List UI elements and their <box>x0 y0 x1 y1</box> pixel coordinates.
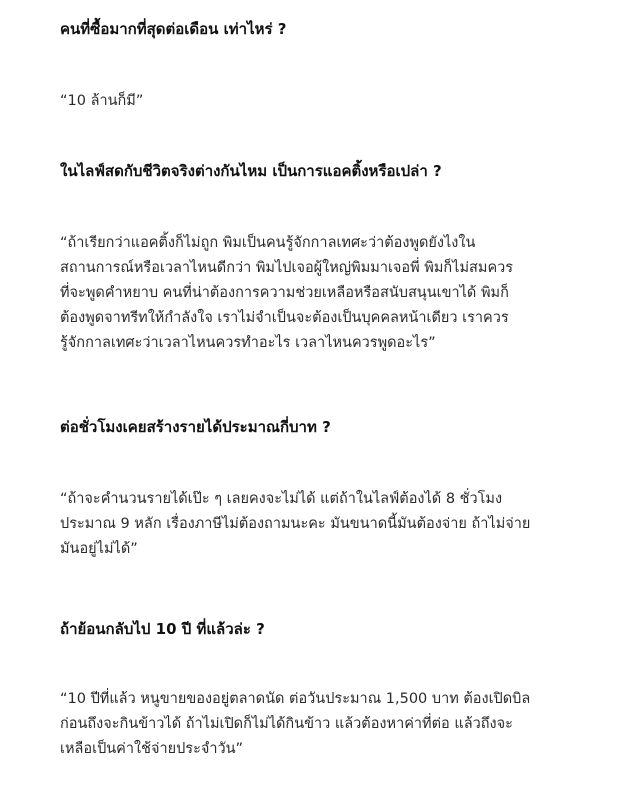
answer-paragraph <box>60 687 530 762</box>
answer-line: ก่อนถึงจะกินข้าวได้ ถ้าไม่เปิดก็ไม่ได้กินข้าว แล้วต้องหาค่าที่ต่อ แล้วถึงจะ <box>60 716 513 732</box>
answer-line: ประมาณ 9 หลัก เรื่องภาษีไม่ต้องถามนะคะ มันขนาดนี้มันต้องจ่าย ถ้าไม่จ่าย <box>60 516 531 532</box>
question-heading: คนที่ซื้อมากที่สุดต่อเดือน เท่าไหร่ ? <box>60 20 287 38</box>
answer-line: เหลือเป็นค่าใช้จ่ายประจำวัน” <box>60 741 244 757</box>
answer-paragraph <box>60 89 143 114</box>
answer-line: รู้จักกาลเทศะว่าเวลาไหนควรทำอะไร เวลาไหนควรพูดอะไร” <box>60 335 436 351</box>
question-heading: ต่อชั่วโมงเคยสร้างรายได้ประมาณกี่บาท ? <box>60 418 331 436</box>
answer-line: สถานการณ์หรือเวลาไหนดีกว่า พิมไปเจอผู้ใหญ่พิมมาเจอพี่ พิมก็ไม่สมควร <box>60 260 514 276</box>
answer-line: “ถ้าเรียกว่าแอคติ้งก็ไม่ถูก พิมเป็นคนรู้จักกาลเทศะว่าต้องพูดยังไงใน <box>60 235 476 251</box>
answer-line: “10 ล้านก็มี” <box>60 93 144 109</box>
answer-paragraph <box>60 487 530 562</box>
answer-line: ที่จะพูดคำหยาบ คนที่น่าต้องการความช่วยเหลือหรือสนับสนุนเขาได้ พิมก็ <box>60 285 509 301</box>
answer-line: “10 ปีที่แล้ว หนูขายของอยู่ตลาดนัด ต่อวันประมาณ 1,500 บาท ต้องเปิดบิล <box>60 691 531 707</box>
answer-paragraph <box>60 231 513 356</box>
question-heading: ถ้าย้อนกลับไป 10 ปี ที่แล้วล่ะ ? <box>60 620 265 638</box>
question-heading: ในไลฟ์สดกับชีวิตจริงต่างกันไหม เป็นการแอคติ้งหรือเปล่า ? <box>60 162 442 180</box>
answer-line: ต้องพูดจาทรีทให้กำลังใจ เราไม่จำเป็นจะต้องเป็นบุคคลหน้าเดียว เราควร <box>60 310 509 326</box>
answer-line: “ถ้าจะคำนวนรายได้เป๊ะ ๆ เลยคงจะไม่ได้ แต่ถ้าในไลฟ์ต้องได้ 8 ชั่วโมง <box>60 491 503 507</box>
answer-line: มันอยู่ไม่ได้” <box>60 541 138 557</box>
